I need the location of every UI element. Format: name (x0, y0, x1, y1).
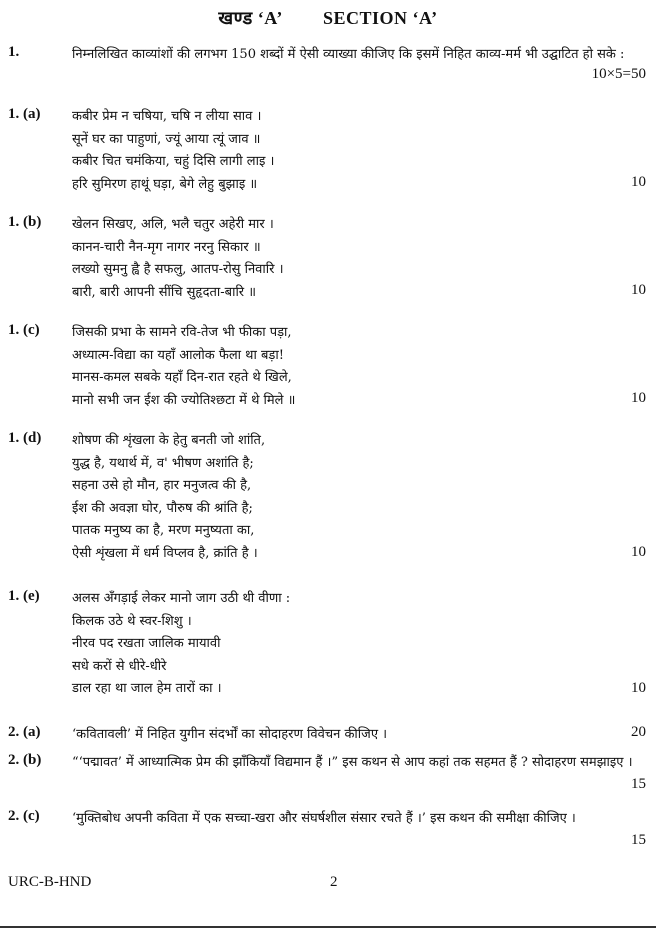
question-marks: 10 (631, 174, 646, 190)
question-text: “‘पद्मावत’ में आध्यात्मिक प्रेम की झाँकियाँ विद्यमान हैं ।” इस कथन से आप कहां तक सहमत हैं ? सोदाहरण समझाइए । (72, 755, 633, 770)
question-marks: 10 (631, 390, 646, 406)
verse-line: खेलन सिखए, अलि, भलै चतुर अहेरी मार । (72, 217, 274, 232)
question-number: 2. (a) (8, 724, 41, 740)
section-title-english: SECTION ‘A’ (322, 8, 438, 28)
verse-line: लख्यो सुमनु ह्वै है सफलु, आतप-रोसु निवारि । (72, 262, 284, 277)
verse-line: बारी, बारी आपनी सींचि सुहृदता-बारि ॥ (72, 284, 257, 300)
question-text: निम्नलिखित काव्यांशों की लगभग 150 शब्दों में ऐसी व्याख्या कीजिए कि इसमें निहित काव्य-मर्म भी उद्घाटित हो सके : (72, 47, 625, 62)
verse-line: हरि सुमिरण हाथूं घड़ा, बेगे लेहु बुझाइ ॥ (72, 176, 258, 192)
bottom-rule (0, 926, 656, 928)
verse-line: सधे करों से धीरे-धीरे (72, 658, 167, 674)
question-marks: 10 (631, 282, 646, 298)
question-number: 1. (a) (8, 106, 41, 122)
verse-line: अलस अँगड़ाई लेकर मानो जाग उठी थी वीणा : (72, 591, 291, 606)
verse-line: कबीर चित चमंकिया, चहुं दिसि लागी लाइ । (72, 154, 275, 169)
question-marks: 15 (631, 832, 646, 848)
section-header (0, 6, 656, 30)
question-number: 1. (8, 44, 20, 60)
question-marks: 10 (631, 544, 646, 560)
verse-line: ऐसी शृंखला में धर्म विप्लव है, क्रांति है । (72, 545, 258, 561)
page-footer (8, 874, 656, 904)
question-marks: 10 (631, 680, 646, 696)
question-number: 1. (c) (8, 322, 40, 338)
verse-line: जिसकी प्रभा के सामने रवि-तेज भी फीका पड़ा, (72, 325, 292, 340)
verse-line: ईश की अवज्ञा घोर, पौरुष की श्रांति है; (72, 500, 253, 516)
section-title-hindi: खण्ड ‘A’ (218, 8, 283, 28)
verse-line: शोषण की शृंखला के हेतु बनती जो शांति, (72, 433, 266, 448)
question-marks: 15 (631, 776, 646, 792)
verse-line: सूनें घर का पाहुणां, ज्यूं आया त्यूं जाव ॥ (72, 131, 261, 147)
verse-line: नीरव पद रखता जालिक मायावी (72, 636, 221, 651)
verse-line: अध्यात्म-विद्या का यहाँ आलोक फैला था बड़ा! (72, 347, 284, 363)
verse-line: मानस-कमल सबके यहाँ दिन-रात रहते थे खिले, (72, 370, 292, 385)
verse-line: किलक उठे थे स्वर-शिशु । (72, 613, 192, 629)
paper-code: URC-B-HND (8, 874, 92, 890)
question-text: ‘मुक्तिबोध अपनी कविता में एक सच्चा-खरा और संघर्षशील संसार रचते हैं ।’ इस कथन की समीक्षा कीजिए । (72, 811, 576, 826)
verse-line: पातक मनुष्य का है, मरण मनुष्यता का, (72, 523, 255, 538)
verse-line: डाल रहा था जाल हेम तारों का । (72, 681, 222, 696)
question-text: ‘कवितावली’ में निहित युगीन संदर्भों का सोदाहरण विवेचन कीजिए । (72, 727, 388, 742)
verse-line: मानो सभी जन ईश की ज्योतिश्छटा में थे मिले ॥ (72, 392, 296, 408)
question-marks: 20 (631, 724, 646, 740)
question-number: 1. (d) (8, 430, 42, 446)
question-number: 2. (b) (8, 752, 42, 768)
page-number: 2 (330, 874, 338, 890)
verse-line: कबीर प्रेम न चषिया, चषि न लीया साव । (72, 109, 262, 124)
question-number: 2. (c) (8, 808, 40, 824)
question-marks: 10×5=50 (591, 66, 646, 82)
question-number: 1. (e) (8, 588, 40, 604)
question-number: 1. (b) (8, 214, 42, 230)
verse-line: सहना उसे हो मौन, हार मनुजत्व की है, (72, 478, 252, 493)
verse-line: कानन-चारी नैन-मृग नागर नरनु सिकार ॥ (72, 239, 261, 255)
verse-line: युद्ध है, यथार्थ में, व' भीषण अशांति है; (72, 455, 254, 471)
